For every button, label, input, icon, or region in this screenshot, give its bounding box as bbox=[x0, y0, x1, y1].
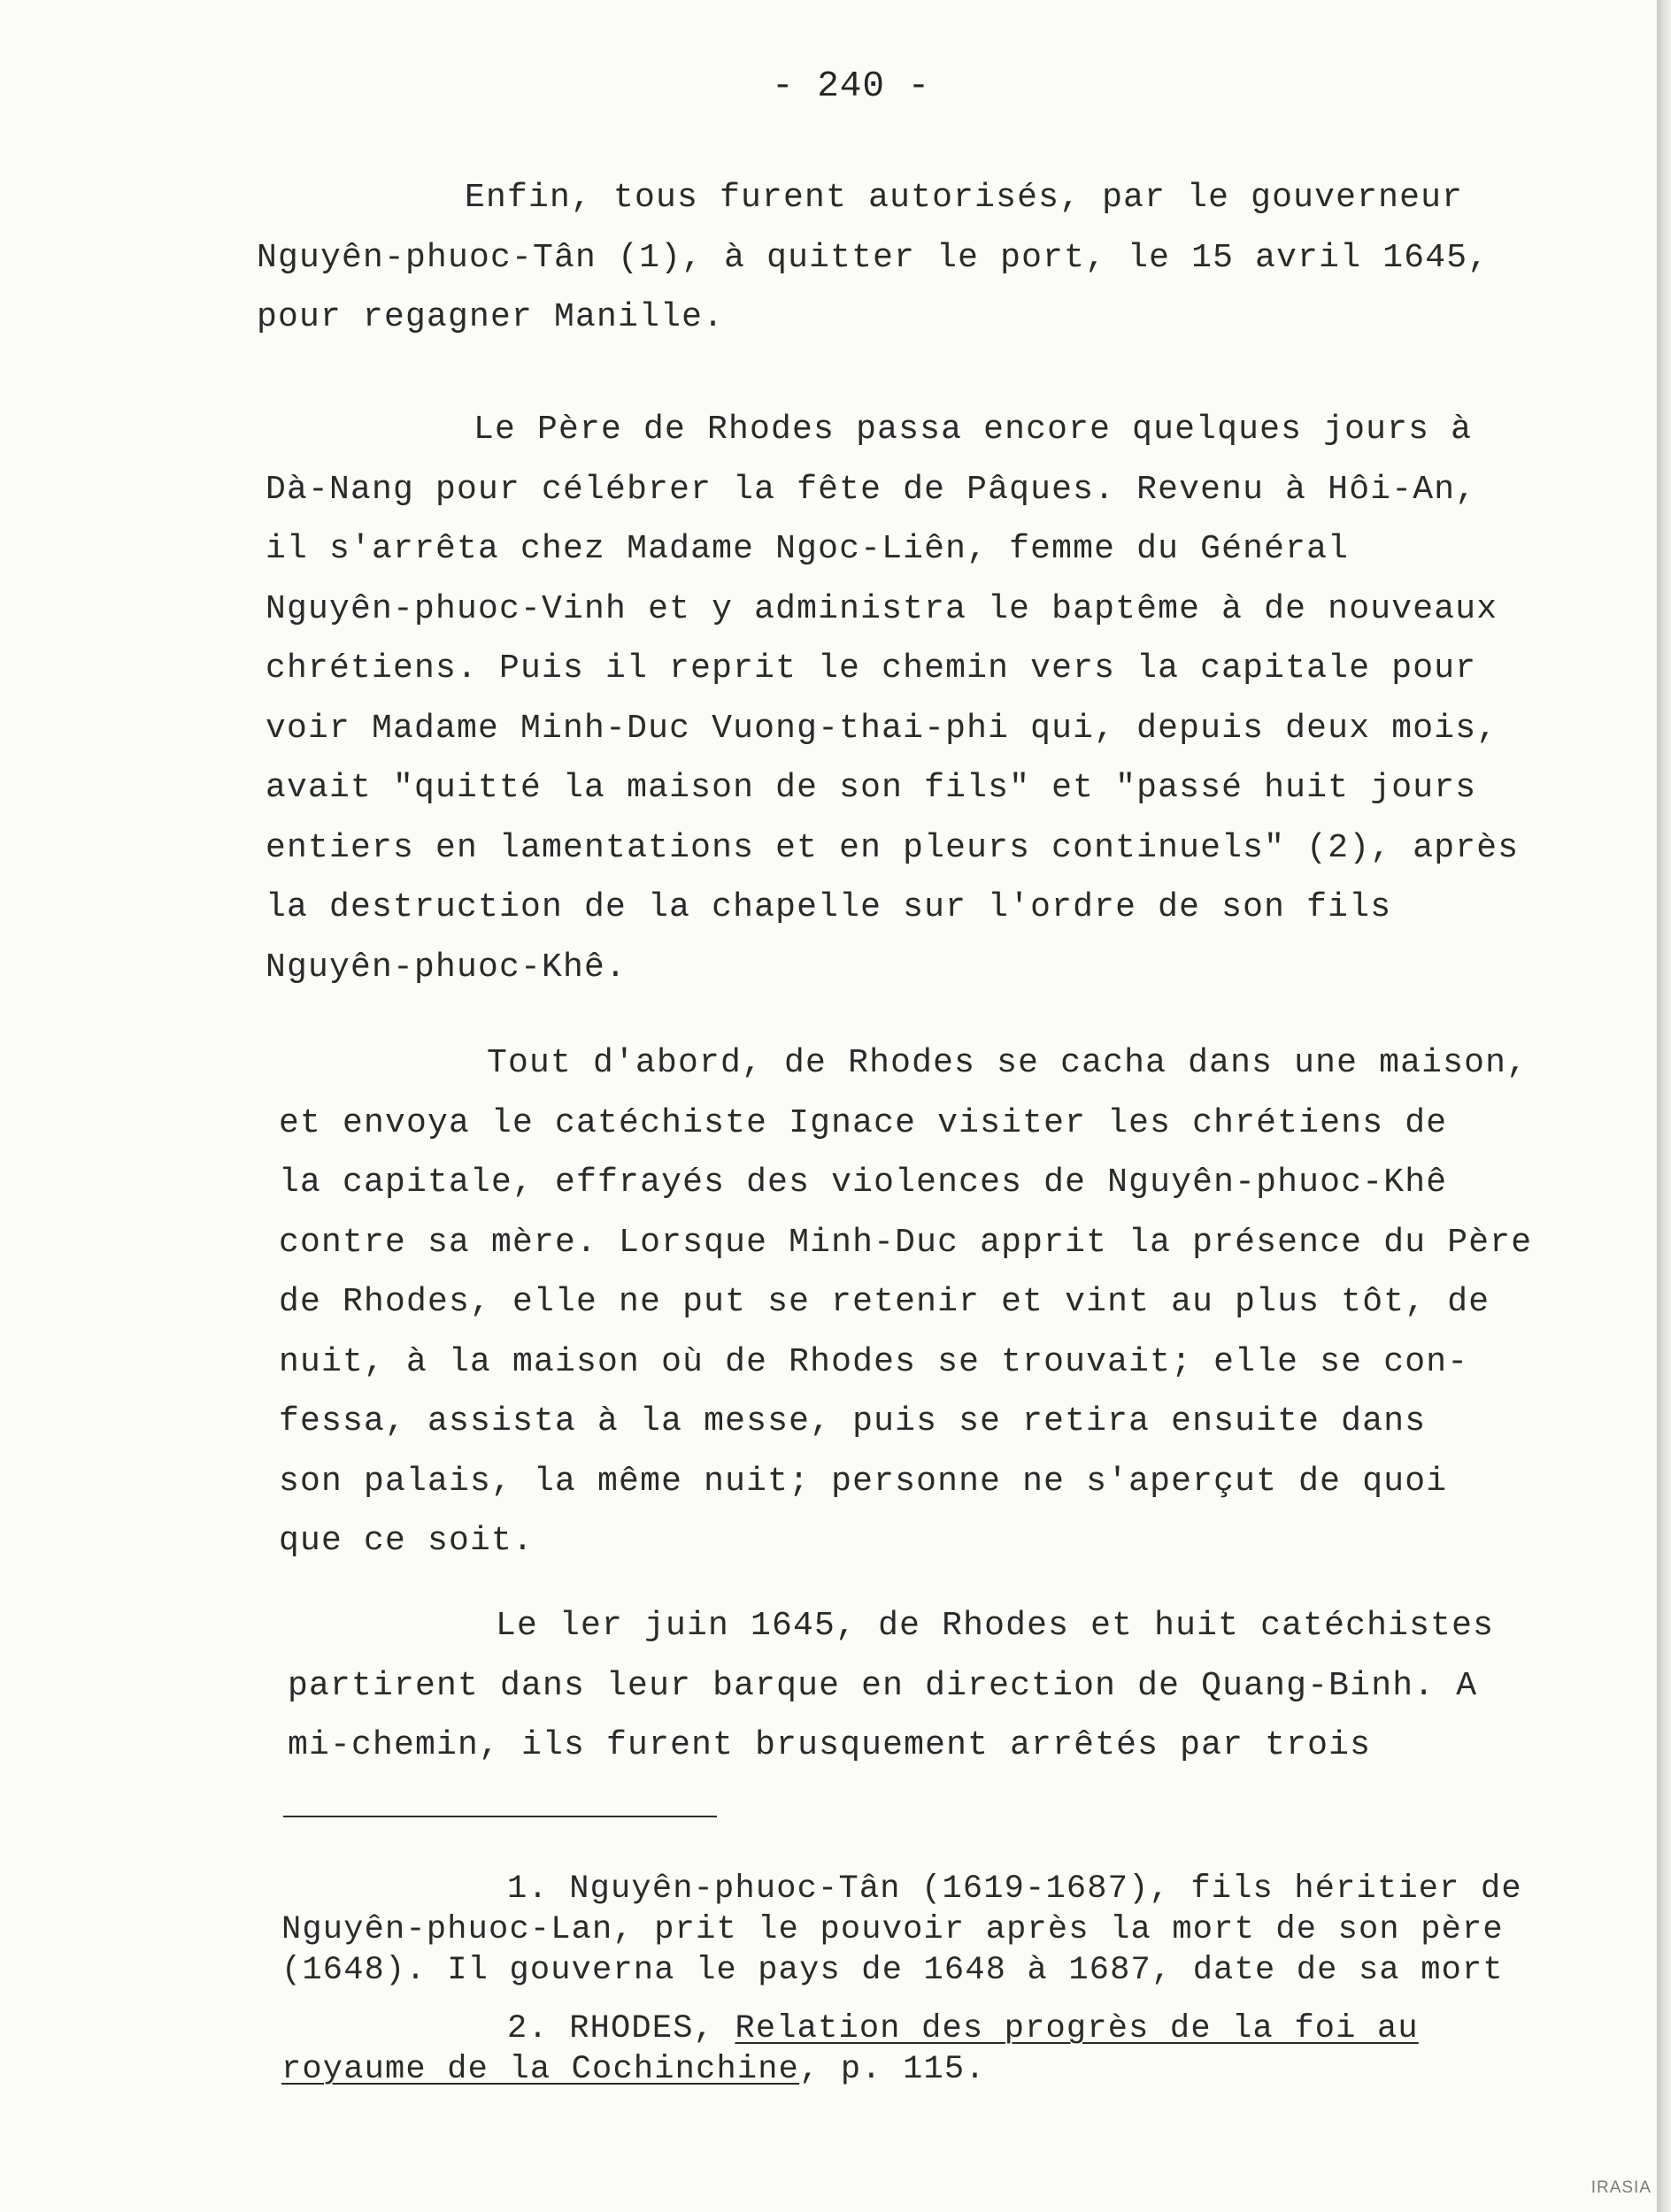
cited-title: Relation des progrès de la foi au bbox=[735, 2010, 1419, 2047]
text-line: Enfin, tous furent autorisés, par le gouverneur bbox=[465, 179, 1464, 217]
footnote-line bbox=[281, 2049, 1419, 2090]
footnote-prefix: 2. RHODES, bbox=[507, 2010, 735, 2047]
watermark: IRASIA bbox=[1590, 2178, 1652, 2197]
text-line: mi-chemin, ils furent brusquement arrêtés par trois bbox=[288, 1726, 1372, 1764]
footnote-2 bbox=[281, 2008, 1419, 2090]
footnote-suffix: , p. 115. bbox=[799, 2051, 986, 2088]
cited-title: royaume de la Cochinchine bbox=[281, 2051, 800, 2088]
text-line: Le Père de Rhodes passa encore quelques jours à bbox=[474, 411, 1473, 449]
text-line: il s'arrêta chez Madame Ngoc-Liên, femme du Général bbox=[266, 530, 1350, 568]
footnote-line: (1648). Il gouverna le pays de 1648 à 1687, date de sa mort bbox=[281, 1952, 1504, 1989]
text-line: nuit, à la maison où de Rhodes se trouvait; elle se con- bbox=[279, 1342, 1469, 1381]
footnote-line bbox=[281, 2008, 1419, 2049]
footnote-separator bbox=[283, 1816, 717, 1817]
page-number: - 240 - bbox=[772, 66, 931, 107]
text-line: chrétiens. Puis il reprit le chemin vers la capitale pour bbox=[266, 649, 1477, 687]
footnote-1 bbox=[281, 1869, 1522, 1991]
text-line: Dà-Nang pour célébrer la fête de Pâques. Revenu à Hôi-An, bbox=[266, 470, 1477, 509]
text-line: Nguyên-phuoc-Khê. bbox=[266, 948, 628, 987]
text-line: la destruction de la chapelle sur l'ordre de son fils bbox=[266, 888, 1392, 926]
text-line: entiers en lamentations et en pleurs continuels" (2), après bbox=[266, 828, 1520, 867]
text-line: partirent dans leur barque en direction de Quang-Binh. A bbox=[288, 1666, 1478, 1705]
text-line: de Rhodes, elle ne put se retenir et vint au plus tôt, de bbox=[279, 1283, 1490, 1321]
text-line: pour regagner Manille. bbox=[257, 298, 725, 336]
paragraph-1 bbox=[257, 168, 1489, 348]
paragraph-4 bbox=[288, 1596, 1494, 1776]
paragraph-3 bbox=[279, 1033, 1532, 1571]
text-line: Nguyên-phuoc-Tân (1), à quitter le port, le 15 avril 1645, bbox=[257, 238, 1490, 277]
footnote-line: Nguyên-phuoc-Lan, prit le pouvoir après la mort de son père bbox=[281, 1911, 1504, 1948]
text-line: contre sa mère. Lorsque Minh-Duc apprit la présence du Père bbox=[279, 1223, 1533, 1262]
text-line: Le ler juin 1645, de Rhodes et huit catéchistes bbox=[496, 1607, 1495, 1645]
text-line: que ce soit. bbox=[279, 1522, 535, 1560]
text-line: son palais, la même nuit; personne ne s'aperçut de quoi bbox=[279, 1462, 1448, 1501]
footnote-line: 1. Nguyên-phuoc-Tân (1619-1687), fils héritier de bbox=[507, 1870, 1522, 1908]
paper-edge bbox=[1657, 0, 1671, 2212]
text-line: la capitale, effrayés des violences de Nguyên-phuoc-Khê bbox=[279, 1164, 1448, 1202]
text-line: voir Madame Minh-Duc Vuong-thai-phi qui, depuis deux mois, bbox=[266, 709, 1498, 748]
text-line: Nguyên-phuoc-Vinh et y administra le baptême à de nouveaux bbox=[266, 589, 1498, 628]
paragraph-2 bbox=[266, 400, 1519, 997]
text-line: et envoya le catéchiste Ignace visiter les chrétiens de bbox=[279, 1103, 1448, 1142]
text-line: avait "quitté la maison de son fils" et "passé huit jours bbox=[266, 769, 1477, 807]
text-line: Tout d'abord, de Rhodes se cacha dans une maison, bbox=[487, 1044, 1529, 1082]
text-line: fessa, assista à la messe, puis se retira ensuite dans bbox=[279, 1402, 1427, 1440]
